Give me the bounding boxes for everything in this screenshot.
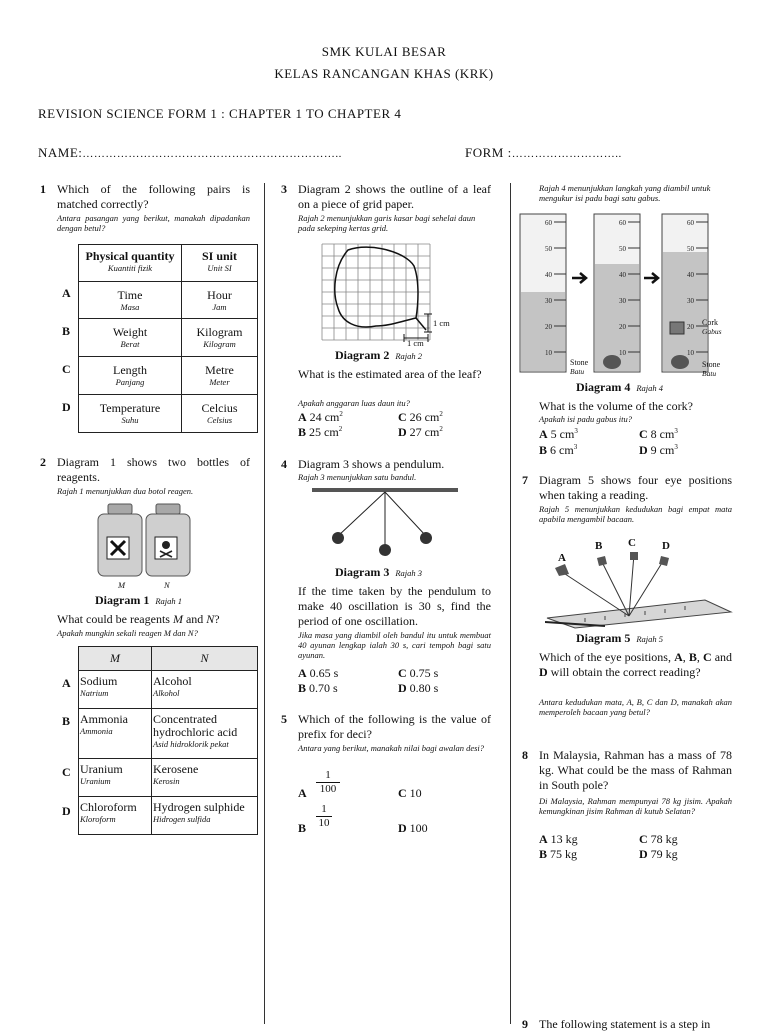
q7-question-ms: Antara kedudukan mata, A, B, C dan D, manakah akan memperoleh bacaan yang betul? <box>539 697 732 717</box>
cylinder-3-tick-label: 20 <box>687 323 694 331</box>
q7-question-pre: Which of the eye positions, <box>539 650 671 664</box>
q6-question: What is the volume of the cork? <box>539 399 693 413</box>
q5-fraction-a-den: 100 <box>316 782 340 796</box>
q1-text-ms: Antara pasangan yang berikut, manakah dipadankan dengan betul? <box>57 213 250 233</box>
q2-a-n: Alcohol <box>153 674 192 688</box>
cylinder-1-tick-label: 40 <box>545 271 552 279</box>
table-row <box>79 709 258 759</box>
q7-question-d: D <box>539 665 548 679</box>
q3-option-c-sup: 2 <box>439 410 443 418</box>
q6-option-b[interactable] <box>539 443 577 458</box>
q1-b-unit: Kilogram <box>196 325 243 339</box>
eye-d-label: D <box>662 540 670 552</box>
table-row <box>79 357 258 395</box>
diagram-2-title: Diagram 2 <box>335 348 390 362</box>
q3-option-a-text: 24 cm <box>309 410 340 424</box>
q4-option-d-label: D <box>398 681 407 695</box>
q7-question-c: C <box>702 650 712 664</box>
q1-c-quantity-ms: Panjang <box>115 377 145 387</box>
q1-d-quantity-ms: Suhu <box>121 415 139 425</box>
q1-a-unit-ms: Jam <box>212 302 227 312</box>
q4-option-d[interactable] <box>398 681 438 696</box>
q6-option-c-sup: 3 <box>674 427 678 435</box>
q6-option-b-sup: 3 <box>573 443 578 451</box>
q5-option-c[interactable] <box>398 786 422 801</box>
q1-number: 1 <box>40 182 46 196</box>
q2-option-b[interactable]: B <box>62 714 71 728</box>
form-dots: ……………………….. <box>511 148 622 160</box>
table-row <box>79 759 258 797</box>
q6-option-d-text: 9 cm <box>650 443 675 457</box>
q4-option-b-text: 0.70 s <box>309 681 338 695</box>
eye-c-icon <box>630 552 638 560</box>
q5-fraction-a <box>316 769 340 796</box>
eye-a-icon <box>555 564 569 576</box>
q2-b-m: Ammonia <box>80 712 128 726</box>
bottle-n-cap <box>156 504 180 514</box>
q2-a-m-ms: Natrium <box>80 688 109 698</box>
school-name: SMK KULAI BESAR <box>321 44 447 59</box>
q7-question-post: will obtain the correct reading? <box>550 665 701 679</box>
q2-d-n-ms: Hidrogen sulfida <box>153 814 211 824</box>
revision-title: REVISION SCIENCE FORM 1 : CHAPTER 1 TO CHAPTER 4 <box>38 106 402 121</box>
arrow-right-icon <box>644 273 658 283</box>
q5-option-b[interactable] <box>298 821 306 836</box>
skull-shape <box>162 541 170 549</box>
q1-a-quantity: Time <box>117 288 143 302</box>
q3-option-a-sup: 2 <box>339 410 343 418</box>
q2-question-ms: Apakah mungkin sekali reagen M dan N? <box>57 628 198 638</box>
name-label: NAME: <box>38 145 83 160</box>
diagram-2-title-ms: Rajah 2 <box>395 351 423 361</box>
stone-label-right <box>702 360 720 379</box>
q5-number: 5 <box>281 712 287 726</box>
q1-option-c[interactable]: C <box>62 362 71 376</box>
form-line <box>465 145 622 161</box>
q4-question-ms: Jika masa yang diambil oleh bandul itu untuk membuat 40 ayunan lengkap ialah 30 s, cari tempoh bagi satu ayunan. <box>298 630 491 660</box>
diagram-4-caption <box>576 380 663 395</box>
diagram-5-title: Diagram 5 <box>576 631 631 645</box>
q1-head-quantity: Physical quantity <box>85 249 175 263</box>
q2-head-n: N <box>152 647 258 671</box>
q8-option-d-text: 79 kg <box>650 847 678 861</box>
q7-text-ms: Rajah 5 menunjukkan kedudukan bagi empat mata apabila mengambil bacaan. <box>539 504 732 524</box>
q5-option-d[interactable] <box>398 821 428 836</box>
eye-positions-diagram <box>545 540 735 630</box>
q1-text: Which of the following pairs is matched correctly? <box>57 182 250 211</box>
q8-text: In Malaysia, Rahman has a mass of 78 kg. What could be the mass of Rahman in South pole? <box>539 748 732 792</box>
q3-option-b-label: B <box>298 425 307 439</box>
stone-label-middle <box>570 358 588 377</box>
q5-fraction-b <box>316 803 332 830</box>
bottle-n-label: N <box>164 580 170 590</box>
q8-option-b-label: B <box>539 847 548 861</box>
q1-b-quantity: Weight <box>112 325 148 339</box>
q8-option-d-label: D <box>639 847 648 861</box>
bob-right <box>420 532 432 544</box>
table-row <box>79 671 258 709</box>
q6-option-a-label: A <box>539 427 548 441</box>
q2-b-n: Concentrated hydrochloric acid <box>153 712 238 739</box>
q7-number: 7 <box>522 473 528 487</box>
q4-option-a[interactable] <box>298 666 338 681</box>
q2-option-c[interactable]: C <box>62 765 71 779</box>
q1-d-unit: Celcius <box>201 401 238 415</box>
q2-a-n-ms: Alkohol <box>153 688 180 698</box>
q1-c-unit-ms: Meter <box>209 377 230 387</box>
q8-option-b[interactable] <box>539 847 577 862</box>
q6-option-c[interactable] <box>639 427 678 442</box>
cylinder-2-tick-label: 10 <box>619 349 626 357</box>
q4-option-b[interactable] <box>298 681 338 696</box>
table-row <box>79 319 258 357</box>
q1-c-quantity: Length <box>113 363 147 377</box>
cork-label <box>702 318 722 337</box>
reagent-bottles-diagram <box>94 500 194 582</box>
q6-option-a[interactable] <box>539 427 578 442</box>
diagram-2-caption <box>335 348 422 363</box>
q1-c-unit: Metre <box>205 363 234 377</box>
cylinder-3-water <box>663 252 707 371</box>
q8-option-c-label: C <box>639 832 648 846</box>
q5-option-a-label: A <box>298 786 307 800</box>
bob-left <box>332 532 344 544</box>
q1-head-unit: SI unit <box>201 249 238 263</box>
q3-text: Diagram 2 shows the outline of a leaf on a piece of grid paper. <box>298 182 491 211</box>
q2-d-m-ms: Kloroform <box>80 814 116 824</box>
q2-d-m: Chloroform <box>80 800 137 814</box>
q2-question-stem: What could be reagents <box>57 612 170 626</box>
q1-head-unit-ms: Unit SI <box>207 263 232 273</box>
stone-label-right-ms: Batu <box>702 369 717 378</box>
q7-question-a: A <box>674 650 683 664</box>
stone-shape <box>603 355 621 369</box>
q8-option-a-label: A <box>539 832 548 846</box>
q5-option-d-text: 100 <box>409 821 428 835</box>
q2-question-m: M <box>172 612 183 626</box>
q2-text-ms: Rajah 1 menunjukkan dua botol reagen. <box>57 486 194 496</box>
diagram-1-title-ms: Rajah 1 <box>155 596 183 606</box>
cylinder-1-water <box>521 292 565 371</box>
q2-question <box>57 612 220 627</box>
q4-option-c-label: C <box>398 666 407 680</box>
q3-option-b-sup: 2 <box>338 425 343 433</box>
q6-option-b-text: 6 cm <box>550 443 574 457</box>
diagram-3-title: Diagram 3 <box>335 565 390 579</box>
q2-b-n-ms: Asid hidroklorik pekat <box>153 739 229 749</box>
q1-a-quantity-ms: Masa <box>120 302 140 312</box>
q9-number: 9 <box>522 1017 528 1031</box>
q5-text: Which of the following is the value of prefix for deci? <box>298 712 491 741</box>
q4-text: Diagram 3 shows a pendulum. <box>298 457 445 471</box>
eye-b-icon <box>597 556 607 566</box>
q2-a-m: Sodium <box>80 674 118 688</box>
diagram-1-caption <box>95 593 182 608</box>
q8-option-c-text: 78 kg <box>650 832 678 846</box>
stone-label-middle-ms: Batu <box>570 367 585 376</box>
q8-option-c[interactable] <box>639 832 678 847</box>
q1-option-a[interactable]: A <box>62 286 71 300</box>
pendulum-strings <box>338 492 426 548</box>
q8-option-d[interactable] <box>639 847 678 862</box>
q4-option-b-label: B <box>298 681 307 695</box>
eye-c-label: C <box>628 537 636 549</box>
q5-text-ms: Antara yang berikut, manakah nilai bagi awalan desi? <box>298 743 485 753</box>
q7-question: Which of the eye positions, A, B, C and D will obtain the correct reading? <box>539 650 733 679</box>
q3-number: 3 <box>281 182 287 196</box>
diagram-4-title: Diagram 4 <box>576 380 631 394</box>
column-divider-1 <box>264 183 265 1024</box>
eye-a-label: A <box>558 552 566 564</box>
cylinder-2-tick-label: 50 <box>619 245 626 253</box>
eye-b-label: B <box>595 540 603 552</box>
q2-option-a[interactable]: A <box>62 676 71 690</box>
q4-option-d-text: 0.80 s <box>409 681 439 695</box>
q6-option-b-label: B <box>539 443 548 457</box>
arrow-right-icon <box>572 273 586 283</box>
q3-option-c-text: 26 cm <box>409 410 440 424</box>
stone-shape <box>671 355 689 369</box>
diagram-3-title-ms: Rajah 3 <box>395 568 423 578</box>
q4-question: If the time taken by the pendulum to make 40 oscillation is 30 s, find the period of one oscillation. <box>298 584 491 628</box>
cylinder-1-tick-label: 60 <box>545 219 552 227</box>
cylinder-2-tick-label: 40 <box>619 271 626 279</box>
q3-option-d-text: 27 cm <box>409 425 440 439</box>
pendulum-support <box>312 488 458 492</box>
cylinder-3-tick-label: 10 <box>687 349 694 357</box>
cylinder-2-tick-label: 30 <box>619 297 626 305</box>
cylinder-3-tick-label: 60 <box>687 219 694 227</box>
q3-option-d[interactable] <box>398 425 443 440</box>
stone-label-right-en: Stone <box>702 360 721 369</box>
q2-b-m-ms: Ammonia <box>80 726 113 736</box>
diagram-3-caption <box>335 565 422 580</box>
q1-d-quantity: Temperature <box>99 401 161 415</box>
q5-option-a[interactable] <box>298 786 307 801</box>
cylinder-1-tick-label: 50 <box>545 245 552 253</box>
q2-text: Diagram 1 shows two bottles of reagents. <box>57 455 250 484</box>
q6-option-c-label: C <box>639 427 648 441</box>
table-row <box>79 395 258 433</box>
q5-fraction-a-num: 1 <box>325 769 331 781</box>
cork-label-ms: Gabus <box>702 327 722 336</box>
q5-fraction-b-num: 1 <box>321 803 327 815</box>
pendulum-diagram <box>310 486 460 560</box>
q1-b-quantity-ms: Berat <box>120 339 140 349</box>
q3-option-a-label: A <box>298 410 307 424</box>
q2-question-end: ? <box>214 612 220 626</box>
q7-question-b: B <box>688 650 697 664</box>
q1-option-d[interactable]: D <box>62 400 71 414</box>
q4-option-c[interactable] <box>398 666 438 681</box>
q4-text-ms: Rajah 3 menunjukkan satu bandul. <box>298 472 417 482</box>
bob-middle <box>379 544 391 556</box>
q8-text-ms: Di Malaysia, Rahman mempunyai 78 kg jisim. Apakah kemungkinan jisim Rahman di kutub Selatan? <box>539 796 732 816</box>
q2-c-m: Uranium <box>80 762 123 776</box>
scale-vertical-label: 1 cm <box>433 318 450 328</box>
bottle-m-label: M <box>118 580 126 590</box>
cylinder-3-tick-label: 30 <box>687 297 694 305</box>
q5-option-c-text: 10 <box>409 786 422 800</box>
q7-text: Diagram 5 shows four eye positions when taking a reading. <box>539 473 732 502</box>
q2-number: 2 <box>40 455 46 469</box>
bottle-m-cap <box>108 504 132 514</box>
q2-head-m: M <box>79 647 152 671</box>
class-name: KELAS RANCANGAN KHAS (KRK) <box>274 66 494 81</box>
q6-option-d[interactable] <box>639 443 678 458</box>
q2-option-d[interactable]: D <box>62 804 71 818</box>
cylinder-2-tick-label: 60 <box>619 219 626 227</box>
q2-question-and: and <box>185 612 204 626</box>
q6-intro-ms: Rajah 4 menunjukkan langkah yang diambil untuk mengukur isi padu bagi satu gabus. <box>539 183 711 203</box>
q2-question-n: N <box>206 612 215 626</box>
q5-option-c-label: C <box>398 786 407 800</box>
q3-option-b-text: 25 cm <box>309 425 339 439</box>
form-label: FORM : <box>465 145 512 160</box>
cylinder-1-tick-label: 20 <box>545 323 552 331</box>
q6-option-a-text: 5 cm <box>550 427 575 441</box>
q5-fraction-b-den: 10 <box>316 816 332 830</box>
q3-text-ms: Rajah 2 menunjukkan garis kasar bagi sehelai daun pada sekeping kertas grid. <box>298 213 476 233</box>
table-row <box>79 797 258 835</box>
q6-option-d-sup: 3 <box>674 443 678 451</box>
cylinder-2-water <box>595 264 639 371</box>
q8-option-b-text: 75 kg <box>550 847 578 861</box>
diagram-4-title-ms: Rajah 4 <box>636 383 664 393</box>
scale-horizontal-label: 1 cm <box>407 338 424 348</box>
q3-option-a[interactable] <box>298 410 343 425</box>
q4-option-a-text: 0.65 s <box>309 666 339 680</box>
q4-option-c-text: 0.75 s <box>409 666 439 680</box>
cylinder-3-tick-label: 50 <box>687 245 694 253</box>
name-dots: ………………………………………………………….. <box>82 148 342 160</box>
q2-c-n-ms: Kerosin <box>153 776 180 786</box>
cylinder-1-tick-label: 30 <box>545 297 552 305</box>
q2-c-m-ms: Uranium <box>80 776 111 786</box>
q8-option-a[interactable] <box>539 832 578 847</box>
q6-option-a-sup: 3 <box>574 427 578 435</box>
q5-option-b-label: B <box>298 821 307 835</box>
cork-shape <box>670 322 684 334</box>
q3-option-c[interactable] <box>398 410 443 425</box>
q3-option-c-label: C <box>398 410 407 424</box>
q6-question-ms: Apakah isi padu gabus itu? <box>539 414 633 424</box>
diagram-1-title: Diagram 1 <box>95 593 150 607</box>
name-line <box>38 145 342 161</box>
cylinder-1-tick-label: 10 <box>545 349 552 357</box>
q9-text: The following statement is a step in <box>539 1017 711 1031</box>
q6-option-c-text: 8 cm <box>650 427 675 441</box>
diagram-5-title-ms: Rajah 5 <box>636 634 664 644</box>
diagram-5-caption <box>576 631 663 646</box>
q6-option-d-label: D <box>639 443 648 457</box>
q5-option-d-label: D <box>398 821 407 835</box>
q4-number: 4 <box>281 457 287 471</box>
q3-option-b[interactable] <box>298 425 342 440</box>
q4-option-a-label: A <box>298 666 307 680</box>
q3-question-ms: Apakah anggaran luas daun itu? <box>298 398 410 408</box>
q2-d-n: Hydrogen sulphide <box>153 800 245 814</box>
q1-a-unit: Hour <box>207 288 232 302</box>
q3-option-d-sup: 2 <box>439 425 443 433</box>
measuring-cylinders-diagram <box>518 208 732 380</box>
column-divider-2 <box>510 183 511 1024</box>
stone-label-middle-en: Stone <box>570 358 589 367</box>
q2-c-n: Kerosene <box>153 762 199 776</box>
q8-number: 8 <box>522 748 528 762</box>
q8-option-a-text: 13 kg <box>550 832 578 846</box>
q1-table <box>78 244 258 433</box>
q3-option-d-label: D <box>398 425 407 439</box>
q1-b-unit-ms: Kilogram <box>203 339 236 349</box>
cylinder-2-tick-label: 20 <box>619 323 626 331</box>
q1-d-unit-ms: Celsius <box>206 415 233 425</box>
q1-option-b[interactable]: B <box>62 324 71 338</box>
cylinder-3-tick-label: 40 <box>687 271 694 279</box>
q1-head-quantity-ms: Kuantiti fizik <box>107 263 153 273</box>
q2-table <box>78 646 258 835</box>
table-row <box>79 282 258 319</box>
q3-question: What is the estimated area of the leaf? <box>298 367 482 381</box>
cork-label-en: Cork <box>702 318 718 327</box>
